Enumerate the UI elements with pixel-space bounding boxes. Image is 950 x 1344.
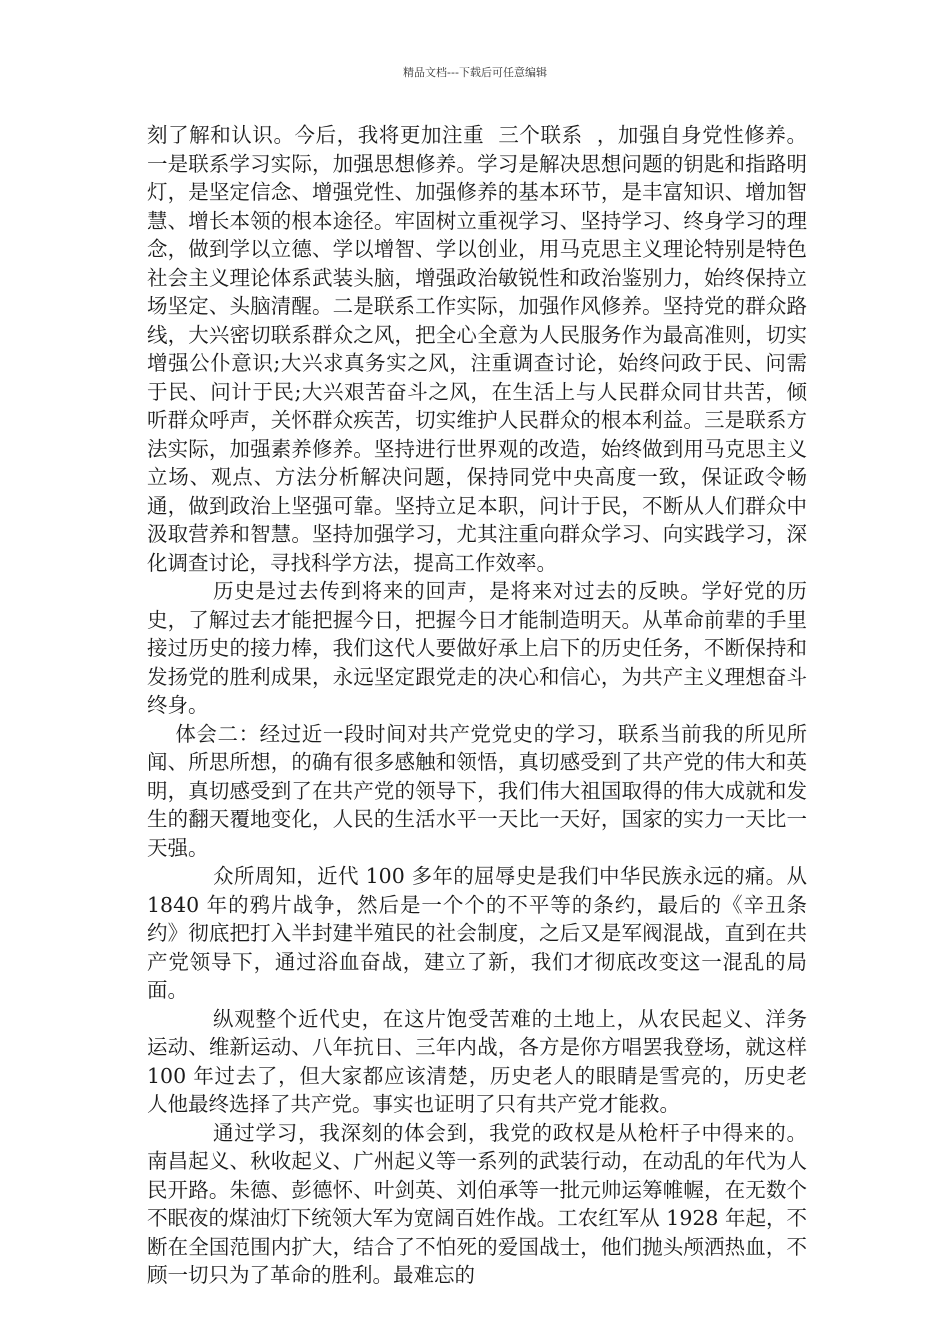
paragraph: 历史是过去传到将来的回声，是将来对过去的反映。学好党的历史，了解过去才能把握今日，把握今日才能制造明天。从革命前辈的手里接过历史的接力棒，我们这代人要做好承上启下的历史任务，不断保持和发扬党的胜利成果，永远坚定跟党走的决心和信心，为共产主义理想奋斗终身。 <box>147 579 807 717</box>
paragraph: 纵观整个近代史，在这片饱受苦难的土地上，从农民起义、洋务运动、维新运动、八年抗日、三年内战，各方是你方唱罢我登场，就这样 100 年过去了，但大家都应该清楚，历史老人的眼睛是雪亮的，历史老人他最终选择了共产党。事实也证明了只有共产党才能救。 <box>147 1006 814 1116</box>
paragraph: 刻了解和认识。今后，我将更加注重 三个联系 ，加强自身党性修养。一是联系学习实际，加强思想修养。学习是解决思想问题的钥匙和指路明灯，是坚定信念、增强党性、加强修养的基本环节，是丰富知识、增加智慧、增长本领的根本途径。牢固树立重视学习、坚持学习、终身学习的理念，做到学以立德、学以增智、学以创业，用马克思主义理论特别是特色社会主义理论体系武装头脑，增强政治敏锐性和政治鉴别力，始终保持立场坚定、头脑清醒。二是联系工作实际，加强作风修养。坚持党的群众路线，大兴密切联系群众之风，把全心全意为人民服务作为最高准则，切实增强公仆意识;大兴求真务实之风，注重调查讨论，始终问政于民、问需于民、问计于民;大兴艰苦奋斗之风，在生活上与人民群众同甘共苦，倾听群众呼声，关怀群众疾苦，切实维护人民群众的根本利益。三是联系方法实际，加强素养修养。坚持进行世界观的改造，始终做到用马克思主义立场、观点、方法分析解决问题，保持同党中央高度一致，保证政令畅通，做到政治上坚强可靠。坚持立足本职，问计于民，不断从人们群众中汲取营养和智慧。坚持加强学习，尤其注重向群众学习、向实践学习，深化调查讨论，寻找科学方法，提高工作效率。 <box>147 123 807 575</box>
paragraph: 众所周知，近代 100 多年的屈辱史是我们中华民族永远的痛。从 1840 年的鸦片战争，然后是一个个的不平等的条约，最后的《辛丑条约》彻底把打入半封建半殖民的社会制度，之后又是军阀混战，直到在共产党领导下，通过浴血奋战，建立了新，我们才彻底改变这一混乱的局面。 <box>147 864 814 1002</box>
document-body <box>147 121 814 1290</box>
page-header: 精品文档---下载后可任意编辑 <box>403 66 547 79</box>
paragraph: 体会二：经过近一段时间对共产党党史的学习，联系当前我的所见所闻、所思所想，的确有很多感触和领悟，真切感受到了共产党的伟大和英明，真切感受到了在共产党的领导下，我们伟大祖国取得的伟大成就和发生的翻天覆地变化，人民的生活水平一天比一天好，国家的实力一天比一天强。 <box>147 721 807 860</box>
paragraph: 通过学习，我深刻的体会到，我党的政权是从枪杆子中得来的。南昌起义、秋收起义、广州起义等一系列的武装行动，在动乱的年代为人民开路。朱德、彭德怀、叶剑英、刘伯承等一批元帅运筹帷幄，在无数个不眠夜的煤油灯下统领大军为宽阔百姓作战。工农红军从 1928 年起，不断在全国范围内扩大，结合了不怕死的爱国战士，他们抛头颅洒热血，不顾一切只为了革命的胜利。最难忘的 <box>147 1120 807 1287</box>
